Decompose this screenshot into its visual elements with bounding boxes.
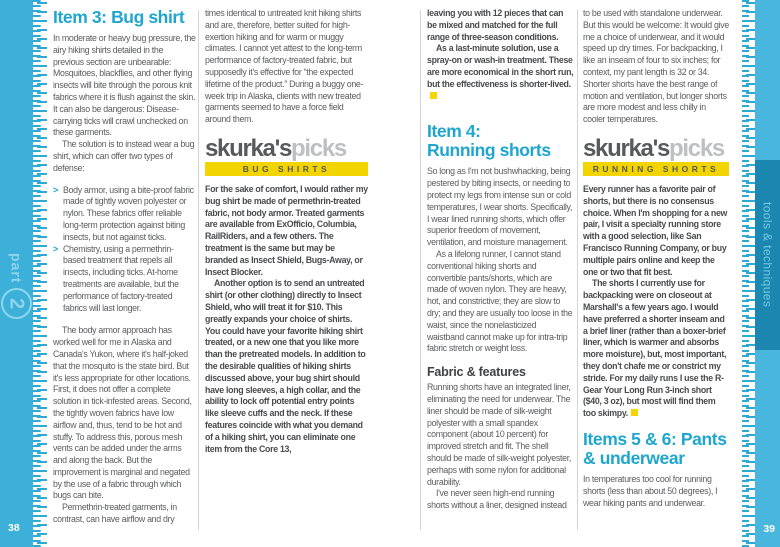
- column-3: [427, 8, 574, 544]
- picks-paragraph: [583, 278, 729, 420]
- picks-paragraph: For the sake of comfort, I would rather my bug shirt be made of permethrin-treated fabric, not body armor. Treated garments are available from ExOfficio, Columbia, RailRiders, and a few others. The treatment is the same but may be branded as Insect Shield, Bugs-Away, or Insect Blocker.: [205, 183, 368, 277]
- column-1: [53, 8, 196, 544]
- item4-heading-line2: Running shorts: [427, 140, 551, 161]
- part-number-circle: [1, 288, 32, 319]
- logo-wordmark: [205, 134, 368, 162]
- logo-primary: skurka's: [205, 134, 292, 162]
- decorative-dash-strip-right: [742, 0, 755, 547]
- item3-heading: Item 3: Bug shirt: [53, 8, 185, 27]
- skurkas-picks-logo: [583, 134, 729, 176]
- body-paragraph: In moderate or heavy bug pressure, the airy hiking shirts detailed in the previous section are unbearable: Mosquitoes, blackflies, and other flying insects will bite through the porous knit fabrics where it is flush against the skin. It can also be dangerous: Disease-carrying ticks will crawl unchecked on these garments.: [53, 33, 196, 138]
- part-number: 2: [5, 298, 28, 310]
- part-badge: [0, 253, 33, 319]
- right-edge-bar: [755, 0, 780, 547]
- logo-secondary: picks: [669, 134, 724, 162]
- picks-paragraph: Another option is to send an untreated shirt (or other clothing) directly to Insect Shield, who will treat it for $10. This greatly expands your choice of shirts. You could have your favorite hiking shirt treated, or a new one that you like more than the pretreated models. In addition to the desirable qualities of hiking shirts discussed above, your bug shirt should have long sleeves, a high collar, and the ability to lock off potential entry points like sleeve cuffs and the neck. If these features coincide with what you demand of a hiking shirt, you can eliminate one item from the Core 13,: [205, 278, 366, 454]
- column-4: [583, 8, 729, 544]
- picks-text-block: [205, 184, 368, 455]
- page-number-left: 38: [8, 522, 20, 534]
- body-paragraph: times identical to untreated knit hiking shirts and are, therefore, better suited for high-exertion hiking and for warm or muggy climates. I cannot yet attest to the long-term performance of factory-treated fabric, but supposedly it's effective for “the expected lifetime of the product.” During a buggy one-week trip in Alaska, clients with new treated garments seemed to have a force field around them.: [205, 8, 364, 125]
- item4-heading: [427, 122, 574, 160]
- body-paragraph: I've never seen high-end running shorts without a liner, designed instead: [427, 488, 567, 511]
- picks-banner-bug-shirts: BUG SHIRTS: [205, 162, 368, 176]
- column-rule: [420, 10, 421, 530]
- bullet-text: Chemistry, using a permethrin-based treatment that repels all insects, including ticks. At-home treatments are available, but the performance of factory-treated fabrics will last longer.: [63, 243, 179, 313]
- section-tab-label: tools & techniques: [760, 202, 775, 308]
- decorative-dash-strip-left: [33, 0, 47, 547]
- body-paragraph: The body armor approach has worked well for me in Alaska and Canada's Yukon, where it's half-joked that the mosquito is the state bird. But it's less appropriate for other locations. First, it does not offer a complete solution in tick-infested areas. Second, the tightly woven fabrics have low airflow and, thus, tend to be hot and stuffy. To address this, porous mesh vents can be added under the arms and along the back. But the improvement is marginal and negated by the use of a fabric through which bugs can bite.: [53, 325, 192, 501]
- section-tab: [755, 160, 780, 350]
- bullet-arrow-icon: >: [53, 243, 59, 254]
- body-paragraph: Running shorts have an integrated liner, eliminating the need for underwear. The liner should be made of silk-weight polyester with a small spandex component (about 10 percent) for improved stretch and fit. The shell should be made of silk-weight polyester, perhaps with some nylon for additional durability.: [427, 382, 571, 487]
- end-of-section-marker: [631, 409, 638, 416]
- picks-paragraph-text: As a last-minute solution, use a spray-on or wash-in treatment. These are more economical in the short run, but the effectiveness is shorter-lived.: [427, 43, 574, 89]
- items5-6-heading-line1: Items 5 & 6: Pants: [583, 428, 727, 449]
- body-paragraph: to be used with standalone underwear. But this would be welcome: It would give me a choice of underwear, and it would speed up dry times. For backpacking, I like an inseam of four to six inches; for context, my pant length is 32 or 34. Shorter shorts have the best range of motion and ventilation, but longer shorts are more modest and less chilly in cooler temperatures.: [583, 8, 729, 125]
- body-paragraph: Permethrin-treated garments, in contrast, can have airflow and dry: [53, 502, 177, 525]
- picks-paragraph: Every runner has a favorite pair of shorts, but there is no consensus choice. When I'm shopping for a new pair, I visit a specialty running store with a good selection, like San Francisco Running Company, or buy multiple pairs online and keep the one or two that fit best.: [583, 183, 728, 277]
- body-paragraph: So long as I'm not bushwhacking, being pestered by biting insects, or needing to protect my legs from intense sun or cold temperatures, I wear shorts. Specifically, I wear lined running shorts, which offer superior freedom of movement, ventilation, and moisture management.: [427, 166, 573, 248]
- logo-secondary: picks: [291, 134, 346, 162]
- defense-bullet-list: [53, 185, 196, 315]
- column-rule: [198, 10, 199, 530]
- body-paragraph: The solution is to instead wear a bug shirt, which can offer two types of defense:: [53, 139, 195, 173]
- logo-primary: skurka's: [583, 134, 670, 162]
- end-of-section-marker: [430, 92, 437, 99]
- bullet-arrow-icon: >: [53, 184, 59, 195]
- page-number-right: 39: [763, 523, 775, 535]
- picks-paragraph: leaving you with 12 pieces that can be mixed and matched for the full range of three-season conditions.: [427, 8, 564, 42]
- skurkas-picks-logo: [205, 134, 368, 176]
- column-rule: [577, 10, 578, 530]
- item4-heading-line1: Item 4:: [427, 121, 481, 142]
- logo-wordmark: [583, 134, 729, 162]
- body-paragraph: As a lifelong runner, I cannot stand conventional hiking shorts and convertible pants/shorts, which are made of woven nylon. They are heavy, hot, and constrictive; they are slow to dry; and they are usually too loose in the waist, since the nonelasticized waistband cannot make up for intra-trip fabric stretch or weight loss.: [427, 248, 573, 354]
- picks-banner-running-shorts: RUNNING SHORTS: [583, 162, 729, 176]
- bullet-text: Body armor, using a bite-proof fabric made of tightly woven polyester or nylon. These fabrics offer reliable long-term protection against biting insects, but not against ticks.: [63, 184, 194, 242]
- picks-paragraph-text: The shorts I currently use for backpacking were on closeout at Marshall's a few years ago. I would have preferred a shorter inseam and a brief liner (rather than a boxer-brief liner, which is warmer and absorbs more moisture), but, most important, they don't chafe me or constrict my stride. For my daily runs I use the R-Gear Your Long Run 3-inch short ($40, 3 oz), but most will find them too skimpy.: [583, 278, 727, 419]
- items5-6-heading: [583, 430, 729, 468]
- fabric-features-subheading: Fabric & features: [427, 365, 526, 380]
- picks-paragraph: [427, 43, 574, 102]
- part-label: part: [8, 253, 25, 284]
- body-paragraph: In temperatures too cool for running shorts (less than about 50 degrees), I wear hiking pants and underwear.: [583, 473, 718, 508]
- list-item: [53, 185, 196, 244]
- column-2: [205, 8, 368, 544]
- list-item: [53, 244, 196, 315]
- picks-text-block: [427, 8, 574, 102]
- picks-text-block: [583, 184, 729, 420]
- items5-6-heading-line2: & underwear: [583, 447, 685, 468]
- left-edge-bar: [0, 0, 33, 547]
